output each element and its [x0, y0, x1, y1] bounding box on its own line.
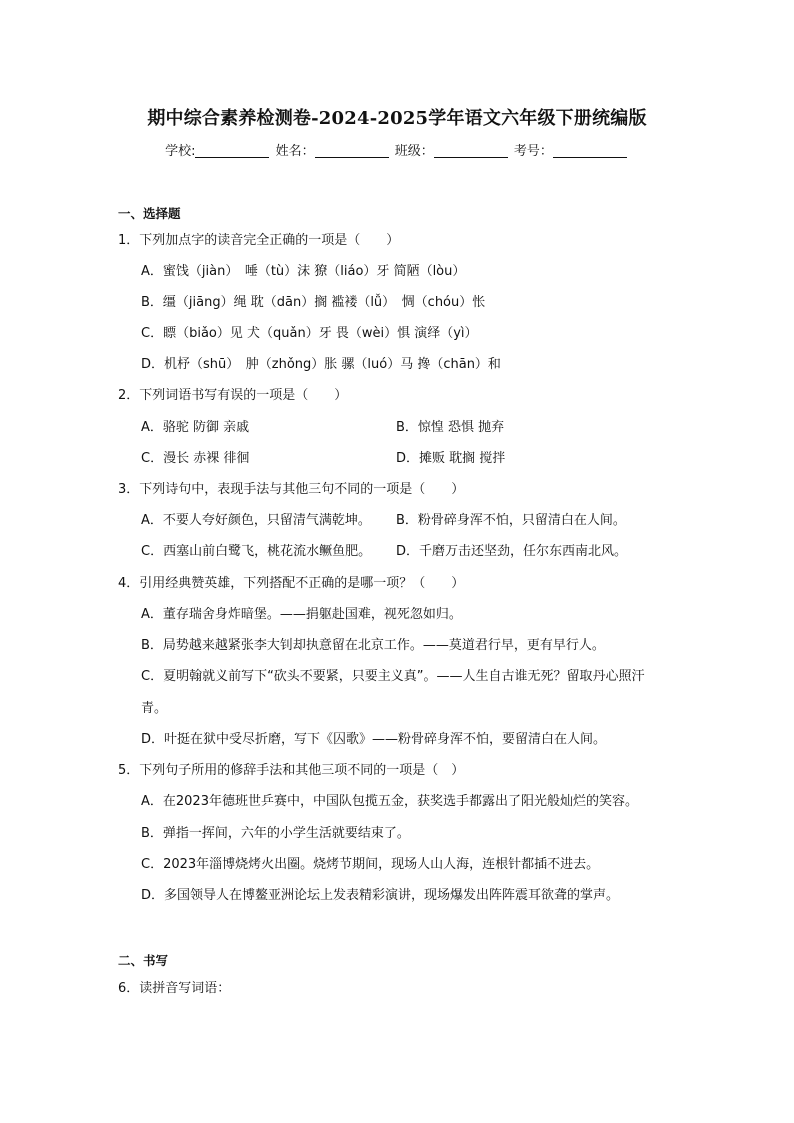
- exam-no-label: 考号：: [513, 144, 553, 159]
- q1-option-a: A．蜜饯（jiàn） 唾（tù）沫 獠（liáo）牙 简陋（lòu）: [141, 264, 466, 279]
- exam-no-blank[interactable]: [553, 143, 627, 158]
- q5-option-b: B．弹指一挥间，六年的小学生活就要结束了。: [141, 826, 410, 841]
- q5-option-a: A．在2023年德班世乒赛中，中国队包揽五金，获奖选手都露出了阳光般灿烂的笑容。: [141, 794, 638, 809]
- question-2-stem: 2．下列词语书写有误的一项是（ ）: [118, 388, 348, 403]
- name-blank[interactable]: [315, 143, 389, 158]
- q2-option-c: C．漫长 赤裸 徘徊: [141, 451, 250, 466]
- q2-option-d: D．摊贩 耽搁 搅拌: [396, 451, 506, 466]
- school-blank[interactable]: [195, 143, 269, 158]
- q4-option-b: B．局势越来越紧张李大钊却执意留在北京工作。——莫道君行早，更有早行人。: [141, 638, 605, 653]
- q4-option-d: D．叶挺在狱中受尽折磨，写下《囚歌》——粉骨碎身浑不怕，要留清白在人间。: [141, 732, 607, 747]
- q3-option-d: D．千磨万击还坚劲，任尔东西南北风。: [396, 544, 628, 559]
- section-heading-writing: 二、书写: [118, 953, 169, 968]
- question-1-stem: 1．下列加点字的读音完全正确的一项是（ ）: [118, 233, 400, 248]
- q2-option-b: B．惊惶 恐惧 抛弃: [396, 420, 505, 435]
- question-4-stem: 4．引用经典赞英雄，下列搭配不正确的是哪一项？（ ）: [118, 576, 465, 591]
- question-5-stem: 5．下列句子所用的修辞手法和其他三项不同的一项是（ ）: [118, 763, 465, 778]
- q1-option-c: C．瞟（biǎo）见 犬（quǎn）牙 畏（wèi）惧 演绎（yì）: [141, 326, 478, 341]
- q3-option-c: C．西塞山前白鹭飞，桃花流水鳜鱼肥。: [141, 544, 372, 559]
- section-heading-choice: 一、选择题: [118, 206, 181, 221]
- q5-option-c: C．2023年淄博烧烤火出圈。烧烤节期间，现场人山人海，连根针都插不进去。: [141, 857, 600, 872]
- class-label: 班级：: [394, 144, 434, 159]
- q3-option-a: A．不要人夸好颜色，只留清气满乾坤。: [141, 513, 371, 528]
- student-info-row: [0, 140, 794, 159]
- q5-option-d: D．多国领导人在博鳌亚洲论坛上发表精彩演讲，现场爆发出阵阵震耳欲聋的掌声。: [141, 888, 620, 903]
- page-title: 期中综合素养检测卷-2024-2025学年语文六年级下册统编版: [147, 108, 647, 129]
- school-label: 学校:: [165, 144, 196, 159]
- q1-option-b: B．缰（jiāng）绳 耽（dān）搁 褴褛（lǚ） 惆（chóu）怅: [141, 295, 486, 310]
- question-3-stem: 3．下列诗句中，表现手法与其他三句不同的一项是（ ）: [118, 482, 465, 497]
- q4-option-c: C．夏明翰就义前写下“砍头不要紧，只要主义真”。——人生自古谁无死？留取丹心照汗: [141, 669, 645, 684]
- q1-option-d: D．机杼（shū） 肿（zhǒng）胀 骡（luó）马 搀（chān）和: [141, 357, 501, 372]
- question-6-stem: 6．读拼音写词语：: [118, 981, 231, 996]
- q4-option-a: A．董存瑞舍身炸暗堡。——捐躯赴国难，视死忽如归。: [141, 607, 462, 622]
- q3-option-b: B．粉骨碎身浑不怕，只留清白在人间。: [396, 513, 626, 528]
- q4-option-c-continued: 青。: [141, 701, 168, 716]
- name-label: 姓名：: [275, 144, 315, 159]
- class-blank[interactable]: [434, 143, 508, 158]
- q2-option-a: A．骆驼 防御 亲戚: [141, 420, 250, 435]
